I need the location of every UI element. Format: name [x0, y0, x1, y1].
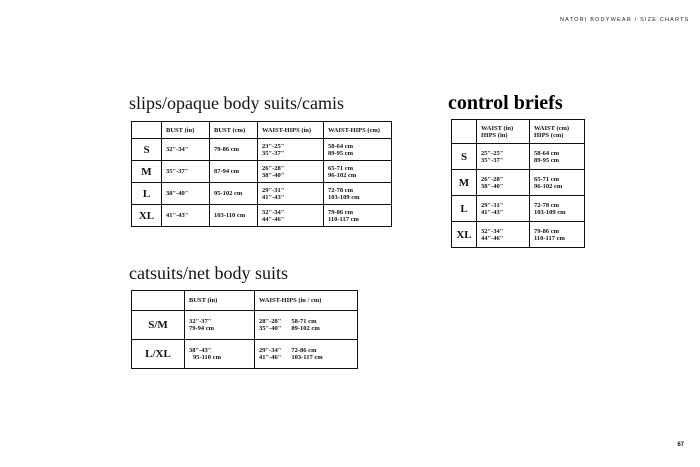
cell-line: 89-102 cm	[291, 325, 320, 332]
cell-line: WAIST (in)	[481, 124, 514, 132]
running-header: NATORI BODYWEAR / SIZE CHARTS	[560, 17, 690, 23]
table-cell	[530, 196, 585, 222]
slips-size-table	[131, 121, 392, 227]
cell-line: 58-64 cm	[534, 149, 560, 157]
cell-line: 95-110 cm	[193, 354, 221, 361]
cell-line: 35"-37"	[262, 149, 285, 157]
table-cell: 87-94 cm	[210, 161, 258, 183]
header-cell: WAIST-HIPS (in / cm)	[255, 291, 358, 311]
table-cell	[477, 222, 530, 248]
size-label: M	[452, 170, 477, 196]
cell-line: 103-109 cm	[534, 208, 566, 216]
table-cell	[530, 170, 585, 196]
cell-line: WAIST (cm)	[534, 124, 570, 132]
cell-line: 38"-40"	[262, 171, 285, 179]
cell-line: 41"-43"	[481, 208, 504, 216]
table-cell	[185, 311, 255, 340]
table-cell	[255, 340, 358, 369]
table-row	[132, 311, 358, 340]
header-cell	[132, 122, 162, 139]
cell-line: 72-86 cm	[291, 347, 317, 354]
cell-line: 89-95 cm	[328, 149, 354, 157]
cell-line: 41"-46"	[259, 354, 282, 361]
table-cell	[258, 161, 324, 183]
size-label: S/M	[132, 311, 185, 340]
size-label: S	[452, 144, 477, 170]
table-cell: 95-102 cm	[210, 183, 258, 205]
cell-line: 58-71 cm	[291, 318, 317, 325]
page-number: 67	[677, 442, 684, 448]
cell-line: 35"-40"	[259, 325, 282, 332]
size-label: XL	[452, 222, 477, 248]
size-label: S	[132, 139, 162, 161]
table-cell: 103-110 cm	[210, 205, 258, 227]
table-cell	[324, 205, 392, 227]
cell-line: 32"-34"	[262, 208, 285, 216]
cell-line: 35"-37"	[481, 156, 504, 164]
cell-line: 79-86 cm	[534, 227, 560, 235]
cell-line: 26"-28"	[481, 175, 504, 183]
cell-line: 58-64 cm	[328, 142, 354, 150]
cell-line: 41"-43"	[262, 193, 285, 201]
cell-line: 26"-28"	[262, 164, 285, 172]
table-cell	[258, 139, 324, 161]
cell-line: 96-102 cm	[534, 182, 563, 190]
control-briefs-table	[451, 119, 585, 248]
table-cell	[258, 183, 324, 205]
table-cell	[324, 161, 392, 183]
table-header-row	[452, 120, 585, 144]
cell-line: 32"-34"	[481, 227, 504, 235]
table-cell	[530, 144, 585, 170]
cell-line: 38"-40"	[481, 182, 504, 190]
header-cell: BUST (in)	[185, 291, 255, 311]
table-cell	[477, 170, 530, 196]
size-label: L	[452, 196, 477, 222]
cell-line: 23"-25"	[262, 142, 285, 150]
header-cell	[477, 120, 530, 144]
header-cell: WAIST-HIPS (in)	[258, 122, 324, 139]
table-cell	[324, 139, 392, 161]
header-cell: BUST (cm)	[210, 122, 258, 139]
cell-line: HIPS (cm)	[534, 131, 564, 139]
header-cell	[452, 120, 477, 144]
control-briefs-title: control briefs	[448, 92, 563, 114]
cell-line: 79-94 cm	[189, 325, 215, 332]
cell-line: 72-78 cm	[328, 186, 354, 194]
table-row	[132, 183, 392, 205]
cell-line: 44"-46"	[481, 234, 504, 242]
table-cell	[530, 222, 585, 248]
table-cell: 32"-34"	[162, 139, 210, 161]
header-cell	[132, 291, 185, 311]
size-label: L/XL	[132, 340, 185, 369]
table-cell: 35"-37"	[162, 161, 210, 183]
cell-line: 65-71 cm	[534, 175, 560, 183]
table-row	[452, 170, 585, 196]
table-cell	[185, 340, 255, 369]
table-row	[452, 144, 585, 170]
table-header-row	[132, 291, 358, 311]
cell-line: 29"-31"	[481, 201, 504, 209]
table-cell	[477, 196, 530, 222]
cell-line: 89-95 cm	[534, 156, 560, 164]
table-row	[452, 222, 585, 248]
table-cell: 79-86 cm	[210, 139, 258, 161]
cell-line: 38"-43"	[189, 347, 212, 354]
size-label: XL	[132, 205, 162, 227]
slips-title: slips/opaque body suits/camis	[129, 93, 344, 113]
table-cell	[477, 144, 530, 170]
table-row	[132, 161, 392, 183]
table-cell: 38"-40"	[162, 183, 210, 205]
table-cell: 41"-43"	[162, 205, 210, 227]
catsuits-size-table	[131, 290, 358, 369]
cell-line: 29"-34"	[259, 347, 282, 354]
catsuits-title: catsuits/net body suits	[129, 263, 288, 283]
cell-line: 110-117 cm	[534, 234, 565, 242]
cell-line: 44"-46"	[262, 215, 285, 223]
table-cell	[324, 183, 392, 205]
cell-line: 25"-25"	[481, 149, 504, 157]
header-cell	[530, 120, 585, 144]
cell-line: 29"-31"	[262, 186, 285, 194]
cell-line: 72-78 cm	[534, 201, 560, 209]
header-cell: BUST (in)	[162, 122, 210, 139]
table-cell	[255, 311, 358, 340]
table-row	[132, 340, 358, 369]
table-row	[452, 196, 585, 222]
cell-line: 110-117 cm	[328, 215, 359, 223]
cell-line: 28"-28"	[259, 318, 282, 325]
table-row	[132, 205, 392, 227]
table-row	[132, 139, 392, 161]
cell-line: 103-109 cm	[328, 193, 360, 201]
table-header-row	[132, 122, 392, 139]
cell-line: 32"-37"	[189, 318, 212, 325]
cell-line: 96-102 cm	[328, 171, 357, 179]
size-label: L	[132, 183, 162, 205]
size-label: M	[132, 161, 162, 183]
cell-line: 79-86 cm	[328, 208, 354, 216]
cell-line: 65-71 cm	[328, 164, 354, 172]
table-cell	[258, 205, 324, 227]
cell-line: 103-117 cm	[291, 354, 323, 361]
cell-line: HIPS (in)	[481, 131, 508, 139]
header-cell: WAIST-HIPS (cm)	[324, 122, 392, 139]
